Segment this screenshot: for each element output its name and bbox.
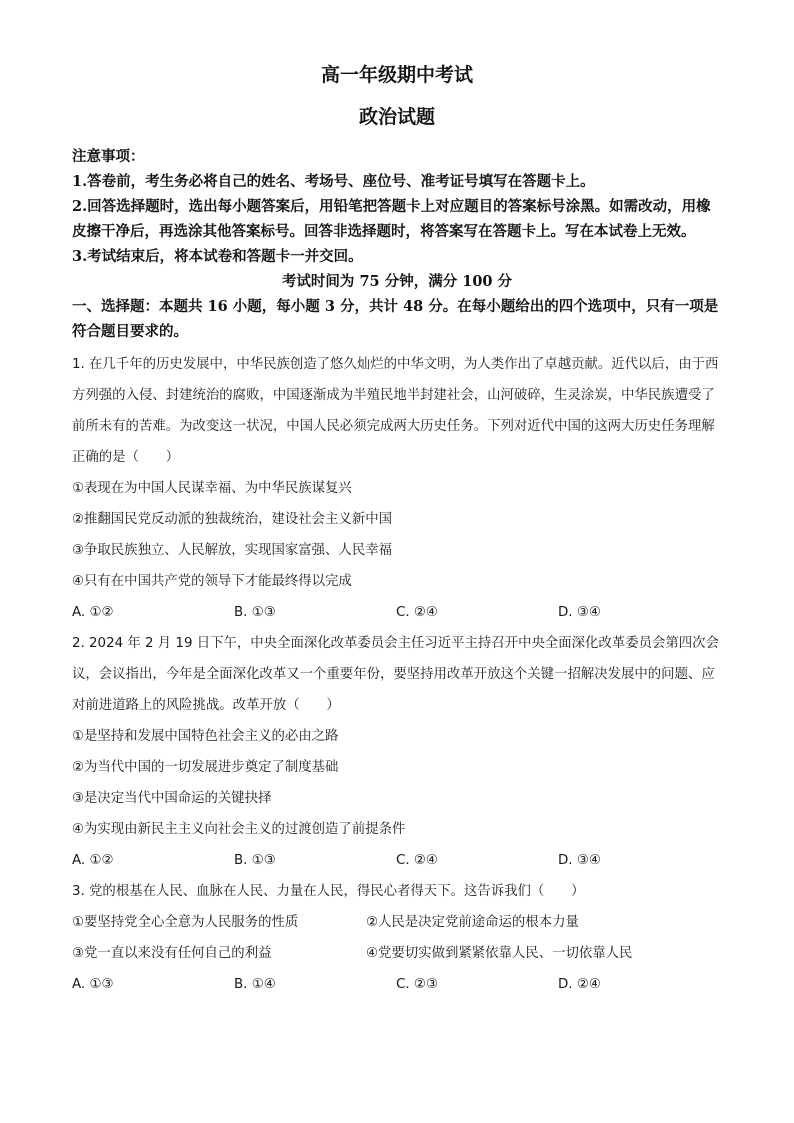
option-d: D. ③④ (558, 605, 601, 620)
question-1 (72, 349, 722, 628)
section-heading: 一、选择题：本题共 16 小题，每小题 3 分，共计 48 分。在每小题给出的四个选项中，只有一项是符合题目要求的。 (72, 298, 719, 340)
statement-3: ③是决定当代中国命运的关键抉择 (72, 791, 272, 806)
exam-title: 高一年级期中考试 (320, 64, 473, 86)
statement-row (72, 938, 722, 969)
statement-3: ③党一直以来没有任何自己的利益 (72, 946, 272, 961)
statement-3: ③争取民族独立、人民解放，实现国家富强、人民幸福 (72, 543, 392, 558)
option-d: D. ③④ (558, 853, 601, 868)
statement-1: ①要坚持党全心全意为人民服务的性质 (72, 915, 299, 930)
statement-row (72, 907, 722, 938)
notice-item-3: 3.考试结束后，将本试卷和答题卡一并交回。 (72, 248, 363, 265)
question-3 (72, 876, 722, 1000)
statement-2: ②人民是决定党前途命运的根本力量 (366, 915, 579, 930)
question-2 (72, 628, 722, 876)
option-c: C. ②④ (396, 605, 438, 620)
notice-item-1: 1.答卷前，考生务必将自己的姓名、考场号、座位号、准考证号填写在答题卡上。 (72, 173, 595, 190)
answer-options (72, 845, 722, 876)
answer-options (72, 597, 722, 628)
notice-heading: 注意事项： (72, 148, 145, 165)
option-d: D. ②④ (558, 977, 601, 992)
answer-options (72, 969, 722, 1000)
option-b: B. ①④ (234, 977, 276, 992)
statement-1: ①表现在为中国人民谋幸福、为中华民族谋复兴 (72, 481, 352, 496)
notice-block (72, 144, 722, 344)
statement-2: ②推翻国民党反动派的独裁统治，建设社会主义新中国 (72, 512, 392, 527)
notice-item-2: 2.回答选择题时，选出每小题答案后，用铅笔把答题卡上对应题目的答案标号涂黑。如需改动，用橡皮擦干净后，再选涂其他答案标号。回答非选择题时，将答案写在答题卡上。写在本试卷上无效。 (72, 198, 711, 240)
exam-time: 考试时间为 75 分钟，满分 100 分 (281, 273, 513, 290)
option-a: A. ①② (72, 605, 114, 620)
statement-1: ①是坚持和发展中国特色社会主义的必由之路 (72, 729, 339, 744)
statement-4: ④党要切实做到紧紧依靠人民、一切依靠人民 (366, 946, 633, 961)
exam-subject: 政治试题 (358, 106, 435, 128)
statement-2: ②为当代中国的一切发展进步奠定了制度基础 (72, 760, 339, 775)
option-a: A. ①③ (72, 977, 114, 992)
exam-page (72, 62, 722, 1000)
option-a: A. ①② (72, 853, 114, 868)
question-stem: 1. 在几千年的历史发展中，中华民族创造了悠久灿烂的中华文明，为人类作出了卓越贡献。近代以后，由于西方列强的入侵、封建统治的腐败，中国逐渐成为半殖民地半封建社会，山河破碎，生灵涂炭，中华民族遭受了前所未有的苦难。为改变这一状况，中国人民必须完成两大历史任务。下列对近代中国的这两大历史任务理解正确的是（ ） (72, 357, 719, 465)
statement-4: ④只有在中国共产党的领导下才能最终得以完成 (72, 574, 352, 589)
option-b: B. ①③ (234, 853, 276, 868)
question-stem: 2. 2024 年 2 月 19 日下午，中央全面深化改革委员会主任习近平主持召开中央全面深化改革委员会第四次会议，会议指出，今年是全面深化改革又一个重要年份，要坚持用改革开放这个关键一招解决发展中的问题、应对前进道路上的风险挑战。改革开放（ ） (72, 636, 719, 713)
option-c: C. ②④ (396, 853, 438, 868)
option-b: B. ①③ (234, 605, 276, 620)
option-c: C. ②③ (396, 977, 438, 992)
statement-4: ④为实现由新民主主义向社会主义的过渡创造了前提条件 (72, 822, 406, 837)
question-stem: 3. 党的根基在人民、血脉在人民、力量在人民，得民心者得天下。这告诉我们（ ） (72, 884, 585, 899)
